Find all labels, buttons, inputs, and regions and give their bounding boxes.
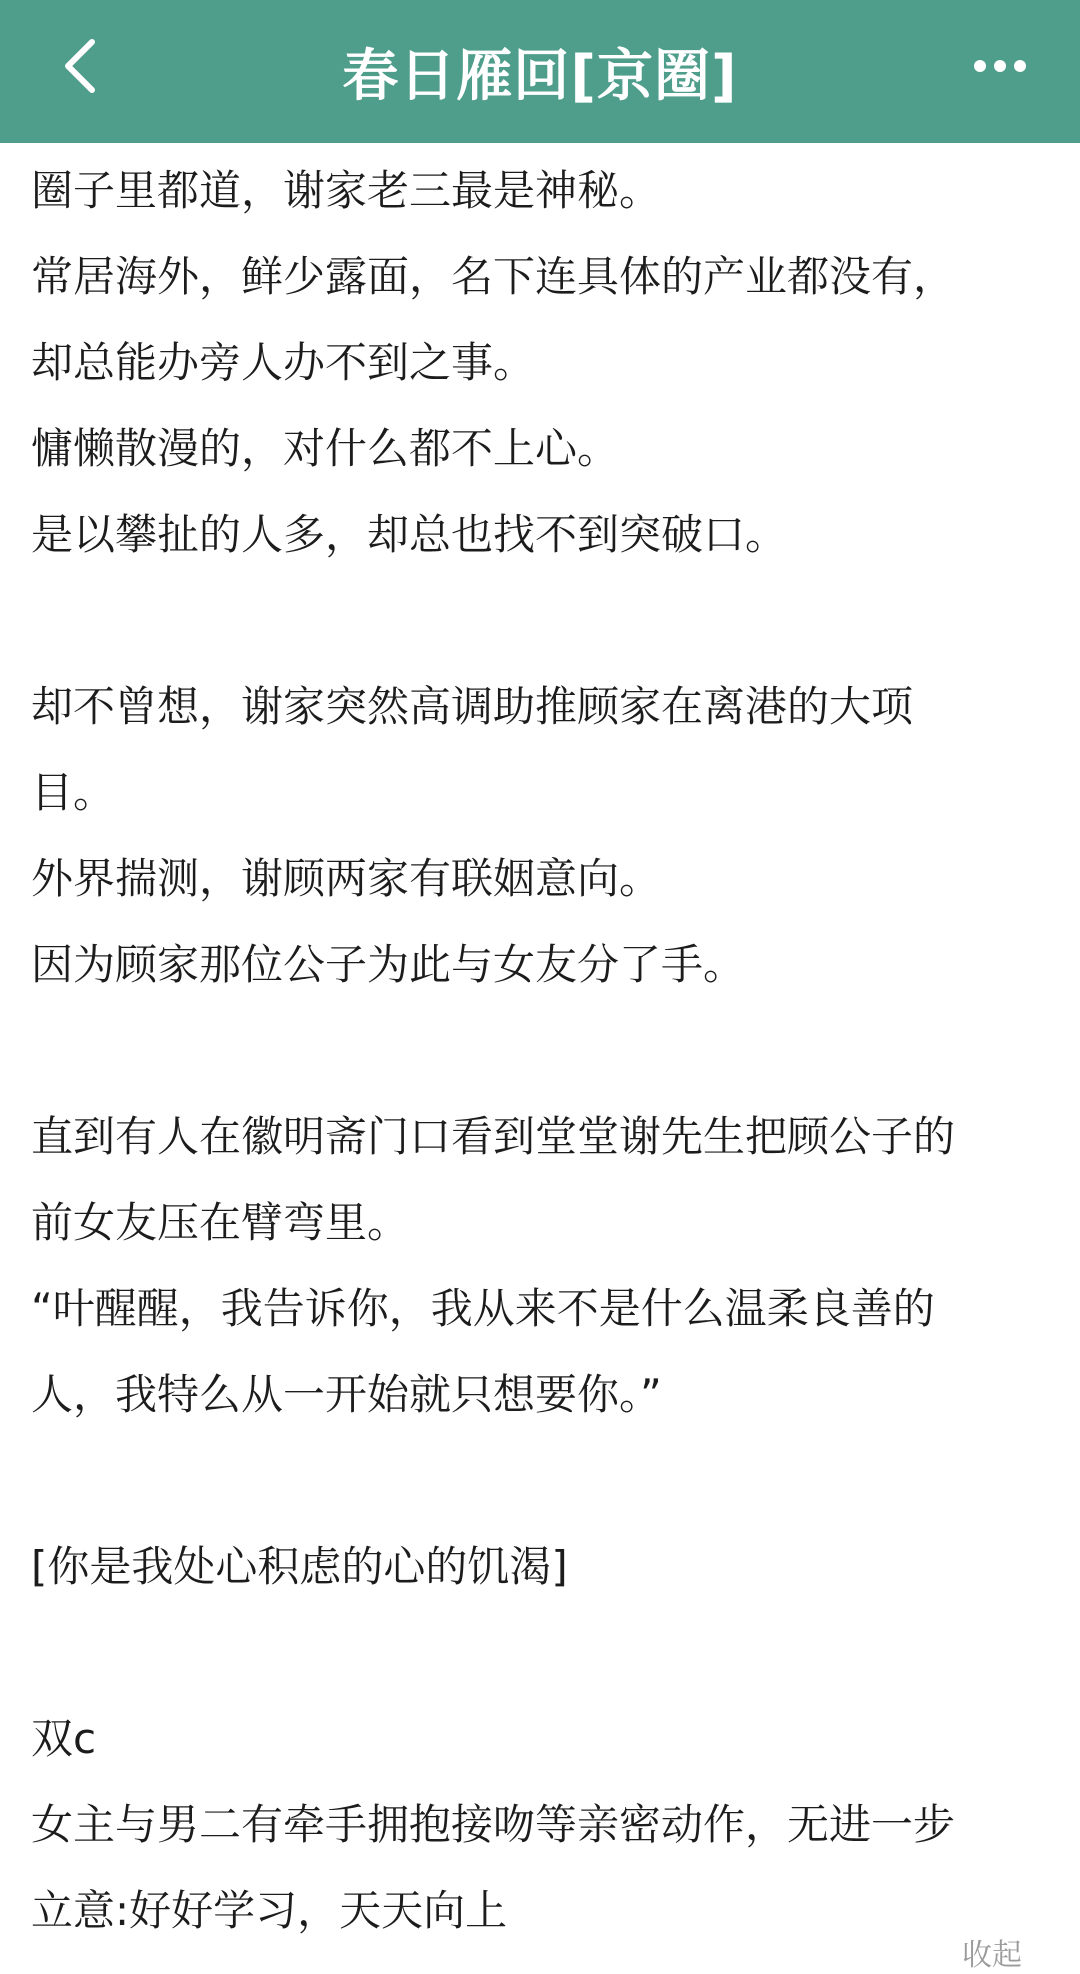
text-line: 前女友压在臂弯里。: [31, 1198, 410, 1247]
page-title: 春日雁回[京圈]: [342, 43, 738, 109]
text-line: 却总能办旁人办不到之事。: [31, 338, 536, 387]
more-horizontal-icon: [972, 58, 1028, 74]
text-line: 立意:好好学习，天天向上: [31, 1886, 508, 1935]
text-line: 人，我特么从一开始就只想要你。”: [31, 1370, 662, 1419]
text-line: 是以攀扯的人多，却总也找不到突破口。: [31, 510, 788, 559]
synopsis-text: [31, 148, 1041, 1954]
blank-line: [31, 1438, 1041, 1524]
top-app-bar: [0, 0, 1080, 143]
text-line: 慵懒散漫的，对什么都不上心。: [31, 424, 620, 473]
text-line: 却不曾想，谢家突然高调助推顾家在离港的大项: [31, 682, 914, 731]
text-line: 直到有人在徽明斋门口看到堂堂谢先生把顾公子的: [31, 1112, 956, 1161]
text-line: 常居海外，鲜少露面，名下连具体的产业都没有，: [31, 252, 956, 301]
blank-line: [31, 578, 1041, 664]
chevron-left-icon: [58, 36, 102, 96]
blank-line: [31, 1008, 1041, 1094]
text-line: 女主与男二有牵手拥抱接吻等亲密动作，无进一步: [31, 1800, 956, 1849]
blank-line: [31, 1610, 1041, 1696]
text-line: 双c: [31, 1714, 97, 1763]
text-line: [你是我处心积虑的心的饥渴]: [31, 1542, 568, 1591]
text-line: 外界揣测，谢顾两家有联姻意向。: [31, 854, 662, 903]
more-options-button[interactable]: [960, 26, 1040, 106]
text-line: “叶醒醒，我告诉你，我从来不是什么温柔良善的: [31, 1284, 935, 1333]
text-line: 圈子里都道，谢家老三最是神秘。: [31, 166, 662, 215]
text-line: 目。: [31, 768, 116, 817]
back-button[interactable]: [40, 26, 120, 106]
collapse-button[interactable]: 收起: [962, 1938, 1022, 1973]
text-line: 因为顾家那位公子为此与女友分了手。: [31, 940, 746, 989]
